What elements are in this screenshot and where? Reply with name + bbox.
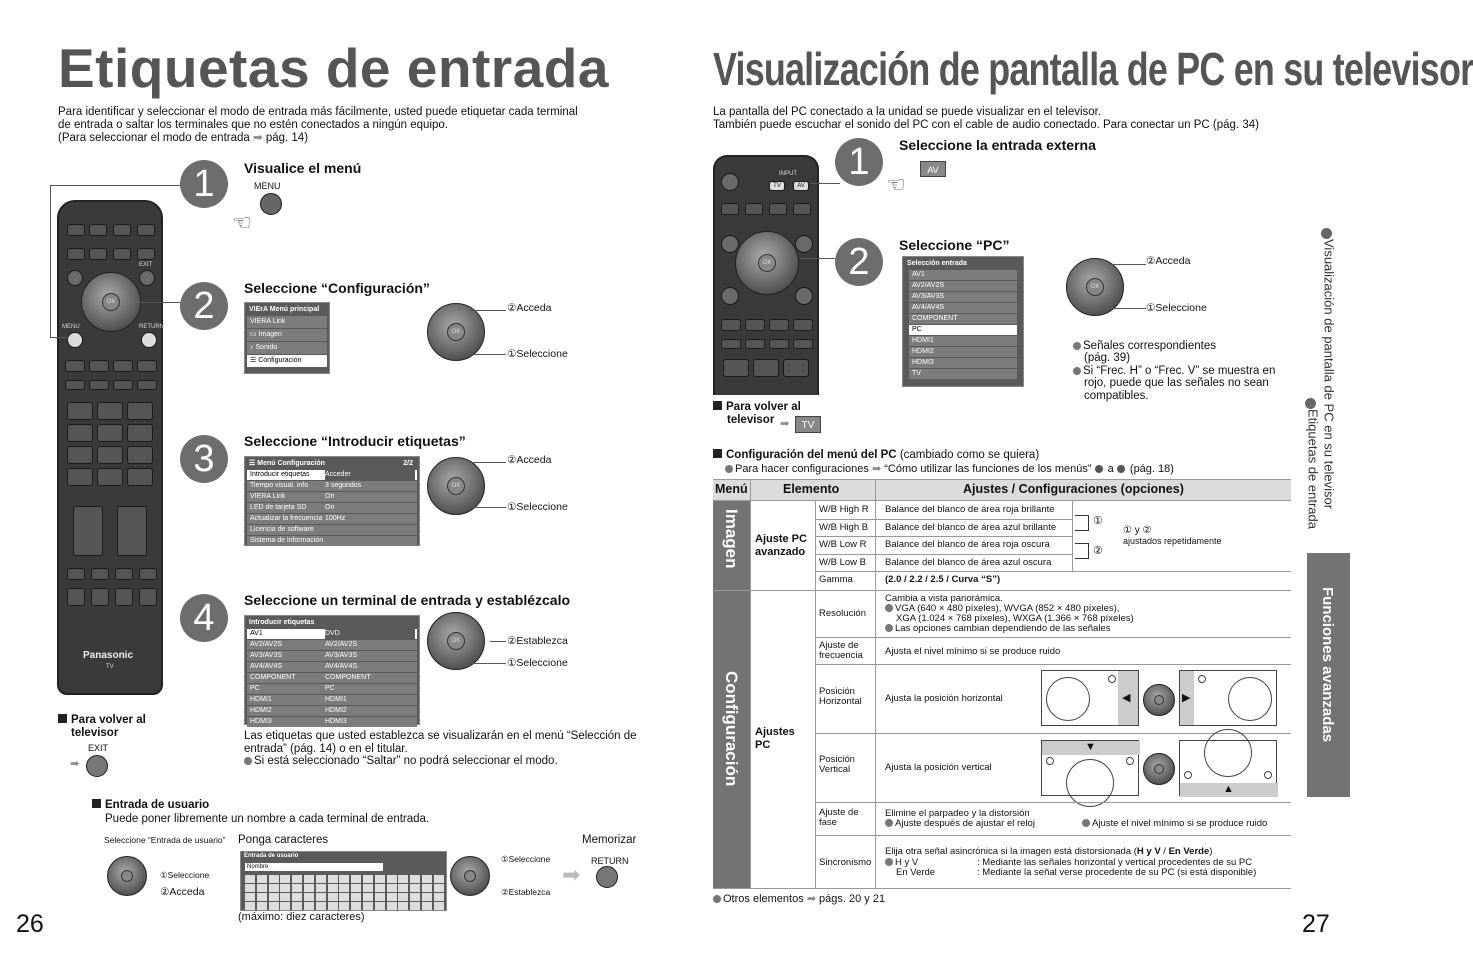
input-select-row[interactable]: AV1 <box>909 270 1017 280</box>
dpad-entrada[interactable] <box>107 856 147 896</box>
config-menu-osd: ☰ Menú Configuración 2/2 Introducir etiquetas Acceder Tiempo visual. info 3 segundos VIERA Link On LED de tarjeta SD On Actualizar la frecuencia 100Hz Licencia de software Sistema de información <box>244 456 420 546</box>
keyboard-key[interactable] <box>363 884 373 892</box>
keyboard-key[interactable] <box>410 893 420 901</box>
input-select-row[interactable]: COMPONENT <box>909 314 1017 324</box>
sincronismo-5: : Mediante la señal verse procedente de su PC (si está disponible) <box>977 867 1257 878</box>
arrow-left-icon: ◀ <box>1122 692 1131 704</box>
bracket-2: ② <box>1093 545 1103 557</box>
tv-key-remote[interactable]: TV <box>769 181 785 191</box>
seleccione-label-2: ①Seleccione <box>507 348 568 360</box>
page-number-left: 26 <box>16 910 44 938</box>
keyboard-key[interactable] <box>387 902 397 910</box>
config-menu-row[interactable]: Licencia de software <box>247 525 417 535</box>
keyboard-key[interactable] <box>257 902 267 910</box>
keyboard-key[interactable] <box>434 884 444 892</box>
config-table <box>713 479 1291 889</box>
pos-h-label: Posición Horizontal <box>819 686 862 707</box>
keyboard-key[interactable] <box>304 884 314 892</box>
note-r2: (pág. 39) <box>1084 352 1131 364</box>
input-label-row[interactable]: AV2/AV2S AV2/AV2S <box>247 640 417 650</box>
wb-label: W/B High B <box>819 521 869 533</box>
config-menu-row[interactable]: Sistema de información <box>247 536 417 546</box>
wb-label: W/B Low B <box>819 556 866 568</box>
arrow-down-icon: ▼ <box>1085 741 1096 753</box>
note4-line3: Si está seleccionado “Saltar” no podrá seleccionar el modo. <box>244 755 558 769</box>
config-line: Para hacer configuraciones ➡ “Cómo utilizar las funciones de los menús” a (pág. 18) <box>725 462 1174 475</box>
menu-item-configuracion[interactable]: ☰ Configuración <box>247 355 327 367</box>
pos-v-label: Posición Vertical <box>819 754 855 775</box>
step-3-number: 3 <box>180 435 228 483</box>
gamma-label: Gamma <box>819 574 853 585</box>
keyboard-key[interactable] <box>245 875 255 883</box>
volver-head-right-2: televisor <box>727 414 775 426</box>
keyboard-key[interactable] <box>328 884 338 892</box>
keyboard-key[interactable] <box>316 893 326 901</box>
acceda-label-2: ②Acceda <box>507 302 552 314</box>
config-menu-row[interactable]: VIERA Link On <box>247 492 417 502</box>
remote-tv-label: TV <box>106 664 114 670</box>
pos-v-screen-1 <box>1041 740 1139 796</box>
exit-key[interactable] <box>86 755 108 777</box>
sincronismo-3: En Verde <box>896 867 936 878</box>
dpad-pos-v[interactable] <box>1143 753 1175 785</box>
menu-label: MENU <box>62 324 80 330</box>
pos-h-screen-2 <box>1179 670 1277 726</box>
keyboard-key[interactable] <box>351 893 361 901</box>
input-label-row[interactable]: HDMI1 HDMI1 <box>247 695 417 705</box>
intro-right-1: La pantalla del PC conectado a la unidad se puede visualizar en el televisor. <box>713 106 1102 118</box>
side-tab <box>1307 553 1350 797</box>
input-select-row[interactable]: HDMI3 <box>909 358 1017 368</box>
note-r4: rojo, puede que las señales no sean <box>1084 377 1269 389</box>
menu-configuracion: Configuración <box>722 671 741 787</box>
keyboard-key[interactable] <box>351 884 361 892</box>
exit-key-label: EXIT <box>88 743 109 753</box>
keyboard-key[interactable] <box>398 893 408 901</box>
keyboard-key[interactable] <box>422 902 432 910</box>
keyboard-key[interactable] <box>398 884 408 892</box>
sincronismo-1: Elija otra señal asincrónica si la imagen está distorsionada (H y V / En Verde) <box>885 846 1213 857</box>
return-button[interactable] <box>141 332 157 348</box>
max-caracteres: (máximo: diez caracteres) <box>238 911 365 923</box>
seleccione-small: ①Seleccione <box>160 870 210 880</box>
keyboard-key[interactable] <box>304 893 314 901</box>
seleccion-entrada-osd: Selección entrada AV1 AV2/AV2S AV3/AV3S AV4/AV4S COMPONENT PC HDMI1 HDMI2 HDMI3 TV <box>902 256 1024 387</box>
note-r5: compatibles. <box>1084 390 1149 402</box>
keyboard-key[interactable] <box>280 902 290 910</box>
step-r2-head: Seleccione “PC” <box>899 237 1010 253</box>
fase-label: Ajuste de fase <box>819 807 859 828</box>
dpad-step4[interactable]: OK <box>427 612 485 670</box>
hand-icon: ☜ <box>232 210 252 235</box>
keyboard-key[interactable] <box>410 875 420 883</box>
page-title-left: Etiquetas de entrada <box>58 37 609 99</box>
arrow-right-icon: ➡ <box>562 862 581 887</box>
establezca-small: ②Establezca <box>501 887 551 897</box>
keyboard-key[interactable] <box>269 884 279 892</box>
arrow-right-icon: ▶ <box>1182 692 1191 704</box>
main-menu-osd <box>244 302 330 374</box>
wb-desc: Balance del blanco de área azul brillante <box>885 521 1057 533</box>
step-2-head: Seleccione “Configuración” <box>244 280 430 296</box>
keyboard-key[interactable] <box>316 875 326 883</box>
keyboard-key[interactable] <box>257 875 267 883</box>
keyboard-key[interactable] <box>363 875 373 883</box>
keyboard-key[interactable] <box>387 875 397 883</box>
fase-2: Ajuste después de ajustar el reloj <box>885 818 1035 829</box>
seleccione-entrada-usuario: Seleccione “Entrada de usuario” <box>104 835 226 845</box>
keyboard-key[interactable] <box>434 902 444 910</box>
keyboard-key[interactable] <box>387 884 397 892</box>
note-r1: Señales correspondientes <box>1073 340 1216 354</box>
keyboard-key[interactable] <box>375 875 385 883</box>
keyboard-key[interactable] <box>280 893 290 901</box>
keyboard-key[interactable] <box>398 875 408 883</box>
input-select-row[interactable]: TV <box>909 369 1017 379</box>
keyboard-key[interactable] <box>292 893 302 901</box>
intro-line-2: de entrada o saltar los terminales que no estén conectados a ningún equipo. <box>58 119 448 131</box>
keyboard-key[interactable] <box>269 902 279 910</box>
remote-round-button[interactable] <box>67 270 83 286</box>
main-menu-title: Menú principal <box>269 306 320 313</box>
input-select-row[interactable]: HDMI2 <box>909 347 1017 357</box>
ajustes-pc: Ajustes PC <box>755 726 795 751</box>
resolucion-2: VGA (640 × 480 píxeles), WVGA (852 × 480 píxeles), <box>885 603 1119 614</box>
keyboard-key[interactable] <box>398 902 408 910</box>
entrada-usuario-desc: Puede poner libremente un nombre a cada terminal de entrada. <box>105 813 430 825</box>
note-r3: Si “Frec. H” o “Frec. V” se muestra en <box>1073 365 1275 379</box>
col-elemento: Elemento <box>783 482 840 496</box>
wb-label: W/B High R <box>819 504 869 515</box>
av-key-remote[interactable]: AV <box>793 181 809 191</box>
side-tab-label: Funciones avanzadas <box>1319 587 1336 743</box>
keyboard-key[interactable] <box>375 893 385 901</box>
volver-head-left: Para volver al <box>58 714 146 726</box>
arrow-up-icon: ▲ <box>1223 783 1234 795</box>
bracket-1: ① <box>1093 515 1103 527</box>
keyboard-key[interactable] <box>304 902 314 910</box>
input-select-row[interactable]: AV2/AV2S <box>909 281 1017 291</box>
keyboard-key[interactable] <box>434 893 444 901</box>
input-select-row[interactable]: HDMI1 <box>909 336 1017 346</box>
memorizar: Memorizar <box>582 834 637 846</box>
fase-1: Elimine el parpadeo y la distorsión <box>885 808 1030 819</box>
hand-icon-right: ☜ <box>886 172 906 197</box>
arrow-icon: ➡ <box>70 758 80 770</box>
keyboard-osd: Entrada de usuario Nombre <box>240 851 447 911</box>
input-label-row[interactable]: AV3/AV3S AV3/AV3S <box>247 651 417 661</box>
intro-line-3: (Para seleccionar el modo de entrada ➡ pág. 14) <box>58 132 309 144</box>
step-4-head: Seleccione un terminal de entrada y establézcalo <box>244 592 571 608</box>
menu-key-label: MENU <box>254 181 281 191</box>
keyboard-key[interactable] <box>339 893 349 901</box>
keyboard-key[interactable] <box>328 875 338 883</box>
input-label-row[interactable]: AV4/AV4S AV4/AV4S <box>247 662 417 672</box>
input-label-row[interactable]: HDMI3 HDMI3 <box>247 717 417 727</box>
pos-v-value: Ajusta la posición vertical <box>885 762 992 773</box>
acceda-label-3: ②Acceda <box>507 454 552 466</box>
menu-button[interactable] <box>67 332 83 348</box>
establezca-label-4: ②Establezca <box>507 635 568 647</box>
side-text-2: Etiquetas de entrada <box>1305 398 1321 529</box>
ajuste-pc-avanzado: Ajuste PC avanzado <box>755 533 807 558</box>
seleccione-label-3: ①Seleccione <box>507 501 568 513</box>
dpad[interactable] <box>81 272 141 332</box>
keyboard-key[interactable] <box>245 893 255 901</box>
wb-desc: Balance del blanco de área azul oscura <box>885 556 1052 568</box>
input-label-row[interactable]: HDMI2 HDMI2 <box>247 706 417 716</box>
tv-key[interactable]: TV <box>795 416 821 433</box>
sincronismo-label: Sincronismo <box>819 857 872 868</box>
page-title-right: Visualización de pantalla de PC en su televisor <box>713 43 1473 95</box>
entrada-usuario-head: Entrada de usuario <box>92 799 209 811</box>
dpad-entrada-2[interactable] <box>450 856 490 896</box>
step-r1-number: 1 <box>835 138 883 186</box>
keyboard-key[interactable] <box>339 875 349 883</box>
keyboard-key[interactable] <box>328 902 338 910</box>
dpad-step2[interactable]: OK <box>427 303 485 361</box>
config-head: Configuración del menú del PC (cambiado como se quiera) <box>713 449 1039 461</box>
remote-brand: Panasonic <box>83 650 134 661</box>
step-1-number: 1 <box>180 160 228 208</box>
step-r2-number: 2 <box>835 238 883 286</box>
page-number-right: 27 <box>1302 910 1330 938</box>
ponga-caracteres: Ponga caracteres <box>238 834 329 846</box>
input-label-row[interactable]: PC PC <box>247 684 417 694</box>
av-key[interactable]: AV <box>920 161 946 177</box>
seleccione-small-2: ①Seleccione <box>501 854 551 864</box>
pos-h-value: Ajusta la posición horizontal <box>885 693 1003 704</box>
list-icon: ☰ <box>250 357 257 364</box>
keyboard-key[interactable] <box>328 893 338 901</box>
arrow-icon-right: ➡ <box>780 418 790 430</box>
return-key-label: RETURN <box>591 856 629 866</box>
keyboard-key[interactable] <box>351 875 361 883</box>
keyboard-key[interactable] <box>292 875 302 883</box>
volver-head-left-2: televisor <box>71 727 119 739</box>
dpad-right[interactable]: OK <box>735 231 799 295</box>
config-menu-row[interactable]: Actualizar la frecuencia 100Hz <box>247 514 417 524</box>
keyboard-key[interactable] <box>387 893 397 901</box>
input-select-row[interactable]: AV4/AV4S <box>909 303 1017 313</box>
intro-line-1: Para identificar y seleccionar el modo de entrada más fácilmente, usted puede etiquetar cada terminal <box>58 106 578 118</box>
col-ajustes: Ajustes / Configuraciones (opciones) <box>963 482 1184 496</box>
menu-item-viera-link[interactable]: VIERA Link <box>247 316 327 328</box>
config-menu-row[interactable]: Tiempo visual. info 3 segundos <box>247 481 417 491</box>
pos-h-screen-1 <box>1041 670 1139 726</box>
viera-logo: VIErA <box>249 306 268 313</box>
keyboard-key[interactable] <box>434 875 444 883</box>
keyboard-key[interactable] <box>351 902 361 910</box>
image-icon: ▭ <box>250 331 257 338</box>
keyboard-key[interactable] <box>280 884 290 892</box>
col-menu: Menú <box>715 482 748 496</box>
menu-imagen: Imagen <box>722 509 741 569</box>
keyboard-key[interactable] <box>422 884 432 892</box>
keyboard-key[interactable] <box>292 902 302 910</box>
keyboard-key[interactable] <box>257 884 267 892</box>
keyboard-key[interactable] <box>339 902 349 910</box>
keyboard-key[interactable] <box>339 884 349 892</box>
acceda-small: ②Acceda <box>160 886 205 898</box>
input-label-row[interactable]: AV1 DVD <box>247 629 417 639</box>
seleccione-r: ①Seleccione <box>1146 302 1207 314</box>
side-text-1: Visualización de pantalla de PC en su televisor <box>1321 228 1337 509</box>
keyboard-key[interactable] <box>269 893 279 901</box>
pos-v-screen-2 <box>1179 740 1277 796</box>
step-3-head: Seleccione “Introducir etiquetas” <box>244 433 466 449</box>
fase-3: Ajuste el nivel mínimo si se produce ruido <box>1082 818 1267 829</box>
menu-key[interactable] <box>260 193 282 215</box>
sincronismo-4: : Mediante las señales horizontal y vertical procedentes de su PC <box>977 857 1253 868</box>
note4-line2: entrada” (pág. 14) o en el titular. <box>244 743 408 755</box>
keyboard-key[interactable] <box>422 875 432 883</box>
step-1-head: Visualice el menú <box>244 160 362 176</box>
wb-label: W/B Low R <box>819 539 867 550</box>
config-menu-row[interactable]: Introducir etiquetas Acceder <box>247 470 417 480</box>
keyboard-key[interactable] <box>280 875 290 883</box>
resolucion-3: XGA (1.024 × 768 píxeles), WXGA (1.366 × 768 píxeles) <box>896 613 1134 624</box>
resolucion-label: Resolución <box>819 608 866 619</box>
step-r1-head: Seleccione la entrada externa <box>899 137 1096 153</box>
wb-desc: Balance del blanco de área roja oscura <box>885 539 1050 550</box>
step-2-number: 2 <box>180 282 228 330</box>
config-menu-row[interactable]: LED de tarjeta SD On <box>247 503 417 513</box>
keyboard-key[interactable] <box>375 884 385 892</box>
keyboard-key[interactable] <box>375 902 385 910</box>
return-label: RETURN <box>139 324 164 330</box>
volver-head-right: Para volver al <box>713 401 801 413</box>
keyboard-key[interactable] <box>257 893 267 901</box>
keyboard-key[interactable] <box>316 884 326 892</box>
ok-button[interactable]: OK <box>102 293 120 311</box>
list-icon: ☰ <box>249 460 256 467</box>
keyboard-key[interactable] <box>304 875 314 883</box>
input-select-row[interactable]: AV3/AV3S <box>909 292 1017 302</box>
keyboard-key[interactable] <box>363 902 373 910</box>
dpad-step3[interactable]: OK <box>427 457 485 515</box>
keyboard-key[interactable] <box>292 884 302 892</box>
menu-item-sonido[interactable]: ♪ Sonido <box>247 342 327 354</box>
music-note-icon: ♪ <box>250 344 254 351</box>
otros-elementos: Otros elementos ➡ págs. 20 y 21 <box>713 892 885 905</box>
dpad-pos-h[interactable] <box>1143 684 1175 716</box>
seleccione-label-4: ①Seleccione <box>507 657 568 669</box>
keyboard-key[interactable] <box>410 902 420 910</box>
gamma-value: (2.0 / 2.2 / 2.5 / Curva “S”) <box>885 574 1001 585</box>
wb-desc: Balance del blanco de área roja brillante <box>885 504 1055 515</box>
keyboard-key[interactable] <box>422 893 432 901</box>
step-4-number: 4 <box>180 594 228 642</box>
keyboard-key[interactable] <box>269 875 279 883</box>
remote-control-right: INPUT TV AV OK <box>713 155 819 395</box>
keyboard-key[interactable] <box>245 902 255 910</box>
resolucion-4: Las opciones cambian dependiendo de las señales <box>885 623 1111 634</box>
frecuencia-value: Ajusta el nivel mínimo si se produce ruido <box>885 646 1061 657</box>
keyboard-key[interactable] <box>363 893 373 901</box>
keyboard-key[interactable] <box>410 884 420 892</box>
remote-control <box>57 200 163 695</box>
input-select-row[interactable]: PC <box>909 325 1017 335</box>
exit-button[interactable] <box>139 270 155 286</box>
intro-right-2: También puede escuchar el sonido del PC con el cable de audio conectado. Para conectar un PC (pág. 34) <box>713 119 1259 131</box>
sincronismo-2: H y V <box>885 857 918 868</box>
frecuencia-label: Ajuste de frecuencia <box>819 640 863 661</box>
input-labels-osd: Introducir etiquetas AV1 DVD AV2/AV2S AV2/AV2S AV3/AV3S AV3/AV3S AV4/AV4S AV4/AV4S COMPONENT COMPONENT PC PC HDMI1 HDMI1 HDMI2 HDMI2 HDMI3 HDMI3 <box>244 615 420 725</box>
keyboard-key[interactable] <box>316 902 326 910</box>
resolucion-1: Cambia a vista panorámica. <box>885 593 1003 604</box>
wb-note-2: ajustados repetidamente <box>1123 536 1222 546</box>
menu-item-imagen[interactable]: ▭ Imagen <box>247 329 327 341</box>
acceda-r: ②Acceda <box>1146 255 1191 267</box>
keyboard-key[interactable] <box>245 884 255 892</box>
return-key[interactable] <box>596 866 618 888</box>
note4-line1: Las etiquetas que usted establezca se visualizarán en el menú “Selección de <box>244 730 637 742</box>
wb-note-1: ① y ② <box>1123 525 1152 536</box>
exit-label: EXIT <box>139 262 153 268</box>
dpad-r2[interactable]: OK <box>1066 258 1124 316</box>
input-label-row[interactable]: COMPONENT COMPONENT <box>247 673 417 683</box>
